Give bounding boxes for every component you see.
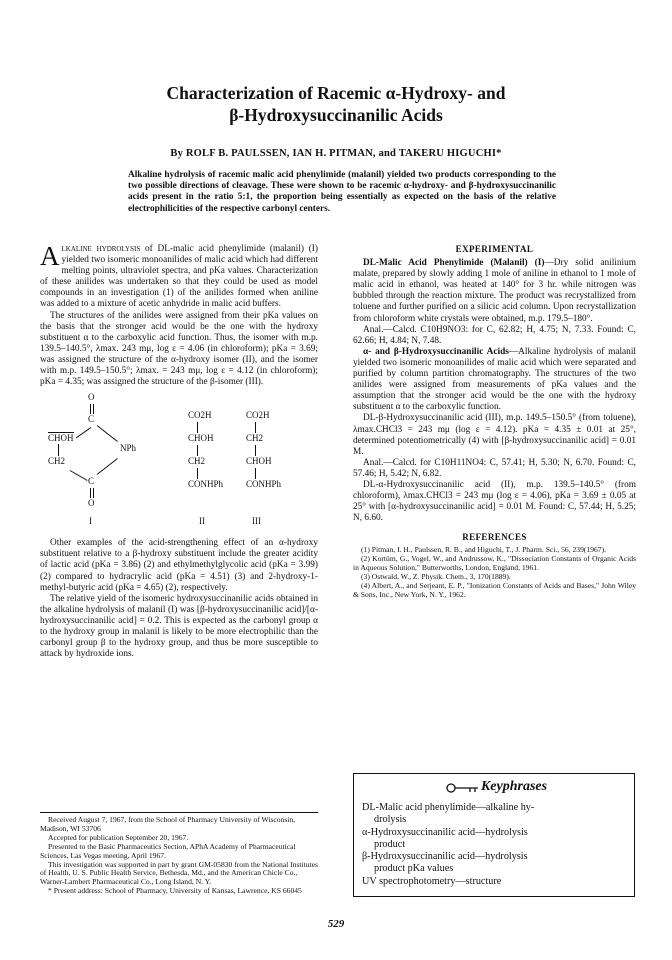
struct1-carbonyl-c2: C xyxy=(88,476,95,487)
abstract: Alkaline hydrolysis of racemic malic acid phenylimide (malanil) yielded two products corresponding to the two possible directions of cleavage. These were shown to be racemic α-hydroxy- and β-hydroxysuccinanilic acids present in the ratio 5:1, the proportion being essentially as expected on the basis of the relative electrophilicities of the respective carbonyl centers. xyxy=(128,170,556,214)
struct1-chohl: CHOH xyxy=(48,433,74,444)
reference-3: (3) Ostwald, W., Z. Physik. Chem., 3, 170(1889). xyxy=(361,572,511,582)
intro-paragraph-2: The structures of the anilides were assigned from their pKa values on the basis that the stronger acid would be the one with the hydroxy substituent α to the carboxylic acid function. Thus, the isomer with m.p. 139.5–140.5°, λmax. 243 mμ, log ε = 4.06 (in chloroform); pKa = 3.69; was assigned the structure of the α-hydroxy isomer (II), and the isomer with m.p. 149.5–150.5°; λmax. = 243 mμ, log ε = 4.12 (in chloroform); pKa = 4.35; was assigned the structure of the β-isomer (III). xyxy=(40,310,318,388)
footnote-accepted: Accepted for publication September 20, 1967. xyxy=(48,832,189,842)
experimental-heading: EXPERIMENTAL xyxy=(455,244,534,254)
exp-anal-1: Anal.—Calcd. C10H9NO3: for C, 62.82; H, 4.75; N, 7.33. Found: C, 62.66; H, 4.84; N, 7.48. xyxy=(353,324,636,346)
footnote-presented: Presented to the Basic Pharmaceutics Section, APhA Academy of Pharmaceutical Sciences, Las Vegas meeting, April 1967. xyxy=(40,841,296,860)
intro-lead: lkaline hydrolysis xyxy=(61,244,141,254)
drop-cap: A xyxy=(40,241,60,271)
struct1-label: I xyxy=(89,516,92,527)
exp-subhead-acids: α- and β-Hydroxysuccinanilic Acids xyxy=(363,346,509,357)
keyphrases-list xyxy=(362,802,534,888)
keyphrases-title: Keyphrases xyxy=(480,779,548,794)
keyphrase-3-line2: product pKa values xyxy=(374,863,454,875)
struct2-conhph: CONHPh xyxy=(188,479,224,490)
keyphrase-1-line2: drolysis xyxy=(374,814,407,826)
struct3-ch2: CH2 xyxy=(246,433,264,444)
keyphrase-1-line1: DL-Malic acid phenylimide—alkaline hy- xyxy=(362,802,535,813)
struct2-co2h: CO2H xyxy=(188,410,212,421)
footnote-received: Received August 7, 1967, from the School of Pharmacy University of Wisconsin, Madison, WI 53706 xyxy=(40,815,296,833)
struct1-o-bottom: O xyxy=(88,498,95,509)
keyphrases-box xyxy=(353,773,635,897)
exp-p1-text: —Dry solid anilinium malate, prepared by slowly adding 1 mole of aniline in ethanol to 1 mole of malic acid in ethanol, was heated at 140° for 3 hr. while nitrogen was bubbled through the reaction mixture. The product was recrystallized from toluene and further purified on a silicic acid column. Upon recrystallization from chloroform white crystals were obtained, m.p. 179.5–180°. xyxy=(353,258,636,324)
struct1-o-top: O xyxy=(88,392,95,403)
right-column xyxy=(353,244,636,600)
left-column xyxy=(40,241,318,660)
reference-2: (2) Kortüm, G., Vogel, W., and Andrussow, K., "Dissociation Constants of Organic Acids in Aqueous Solution," Butterworths, London, England, 1961. xyxy=(353,554,636,573)
keyphrase-4-line1: UV spectrophotometry—structure xyxy=(362,875,502,887)
footnote-support: This investigation was supported in part by grant GM-05830 from the National Institutes of Health, U. S. Public Health Service, Bethesda, Md., and the American Chicle Co., Warner-Lambert Pharmaceutical Co., Long Island, N. Y. xyxy=(40,859,318,887)
references-heading: REFERENCES xyxy=(462,532,527,543)
intro-p1-text: of DL-malic acid phenylimide (malanil) (I) yielded two isomeric monoanilides of malic acid which had different melting points, ultraviolet spectra, and pKa values. Characterization of these anilides was undertaken so that they could be used as model compounds in an investigation (1) of the anilides formed when aniline was added to a mixture of acetic anhydride in malic acid buffers. xyxy=(40,244,318,310)
reference-1: (1) Pitman, I. H., Paulssen, R. B., and Higuchi, T., J. Pharm. Sci., 56, 239(1967). xyxy=(361,545,607,555)
struct2-chohl: CHOH xyxy=(188,433,214,444)
article-title xyxy=(0,82,672,126)
exp-paragraph-4: DL-α-Hydroxysuccinanilic acid (II), m.p. 139.5–140.5° (from chloroform), λmax.CHCl3 = 243 mμ (log ε = 4.06), pKa = 3.69 ± 0.05 at 25° with [α-hydroxysuccinanilic acid] = 0.01 M. Found: C, 57.44; H, 5.25; N, 6.60. xyxy=(353,479,636,524)
page-number: 529 xyxy=(327,918,345,930)
exp-paragraph-1 xyxy=(353,258,636,325)
intro-paragraph-3: Other examples of the acid-strengthening effect of an α-hydroxy substituent relative to a β-hydroxy substituent include the greater acidity of lactic acid (pKa = 3.86) (2) and ethylmethylglycolic acid (pKa = 3.99) (2) compared to hydracrylic acid (pKa = 4.51) (3) and 2-hydroxy-1-methyl-butyric acid (pKa = 4.65) (2), respectively. xyxy=(40,538,318,593)
exp-p2-text: —Alkaline hydrolysis of malanil yielded two isomeric monoanilides of malic acid which were separated and purified by column partition chromatography. The structures of the two anilides were assigned from measurements of pKa values and the assumption that the stronger acid would be the one with the hydroxy substituent α to the carboxylic function. xyxy=(353,346,636,413)
struct2-label: II xyxy=(199,516,205,527)
struct1-carbonyl-c1: C xyxy=(88,414,95,425)
struct3-co2h: CO2H xyxy=(246,410,270,421)
references-list xyxy=(353,546,636,599)
struct2-ch2: CH2 xyxy=(188,456,206,467)
keyphrase-2-line2: product xyxy=(374,838,406,850)
struct3-label: III xyxy=(252,516,261,527)
struct1-ch2: CH2 xyxy=(48,456,66,467)
struct3-conhph: CONHPh xyxy=(246,479,282,490)
struct1-nph: NPh xyxy=(120,443,137,454)
intro-paragraph-1 xyxy=(40,241,318,311)
footnotes xyxy=(40,812,318,896)
exp-subhead-malanil: DL-Malic Acid Phenylimide (Malanil) (I) xyxy=(363,258,545,269)
reference-4: (4) Albert, A., and Serjeant, E. P., "Ionization Constants of Acids and Bases," John Wiley & Sons, Inc., New York, N. Y., 1962. xyxy=(353,581,636,599)
intro-paragraph-4: The relative yield of the isomeric hydroxysuccinanilic acids obtained in the alkaline hydrolysis of malanil (I) was [β-hydroxysuccinanilic acid]/[α-hydroxysuccinanilic acid] = 0.2. This is expected as the carbonyl group α to the hydroxy group in malanil is likely to be more electrophilic than the carbonyl group β to the hydroxy group, and thus be more susceptible to attack by hydroxide ions. xyxy=(40,593,318,660)
keyphrase-3-line1: β-Hydroxysuccinanilic acid—hydrolysis xyxy=(362,851,528,863)
exp-anal-2: Anal.—Calcd. for C10H11NO4: C, 57.41; H, 5.30; N, 6.70. Found: C, 57.46; H, 5.42; N, 6.82. xyxy=(353,457,636,479)
author-line: By ROLF B. PAULSSEN, IAN H. PITMAN, and TAKERU HIGUCHI* xyxy=(170,148,502,159)
title-line-1: Characterization of Racemic α-Hydroxy- and xyxy=(166,83,506,103)
exp-paragraph-3: DL-β-Hydroxysuccinanilic acid (III), m.p. 149.5–150.5° (from toluene), λmax.CHCl3 = 243 mμ (log ε = 4.12). pKa = 4.35 ± 0.01 at 25°, determined potentiometrically (4) with [β-hydroxysuccinanilic acid] = 0.01 M. xyxy=(353,413,636,457)
title-line-2: β-Hydroxysuccinanilic Acids xyxy=(229,105,443,125)
chemical-structures xyxy=(40,392,318,532)
struct3-chohl: CHOH xyxy=(246,456,272,467)
keyphrase-2-line1: α-Hydroxysuccinanilic acid—hydrolysis xyxy=(362,826,528,838)
footnote-address: * Present address: School of Pharmacy, University of Kansas, Lawrence, KS 66045 xyxy=(48,886,302,896)
exp-paragraph-2 xyxy=(353,347,636,414)
